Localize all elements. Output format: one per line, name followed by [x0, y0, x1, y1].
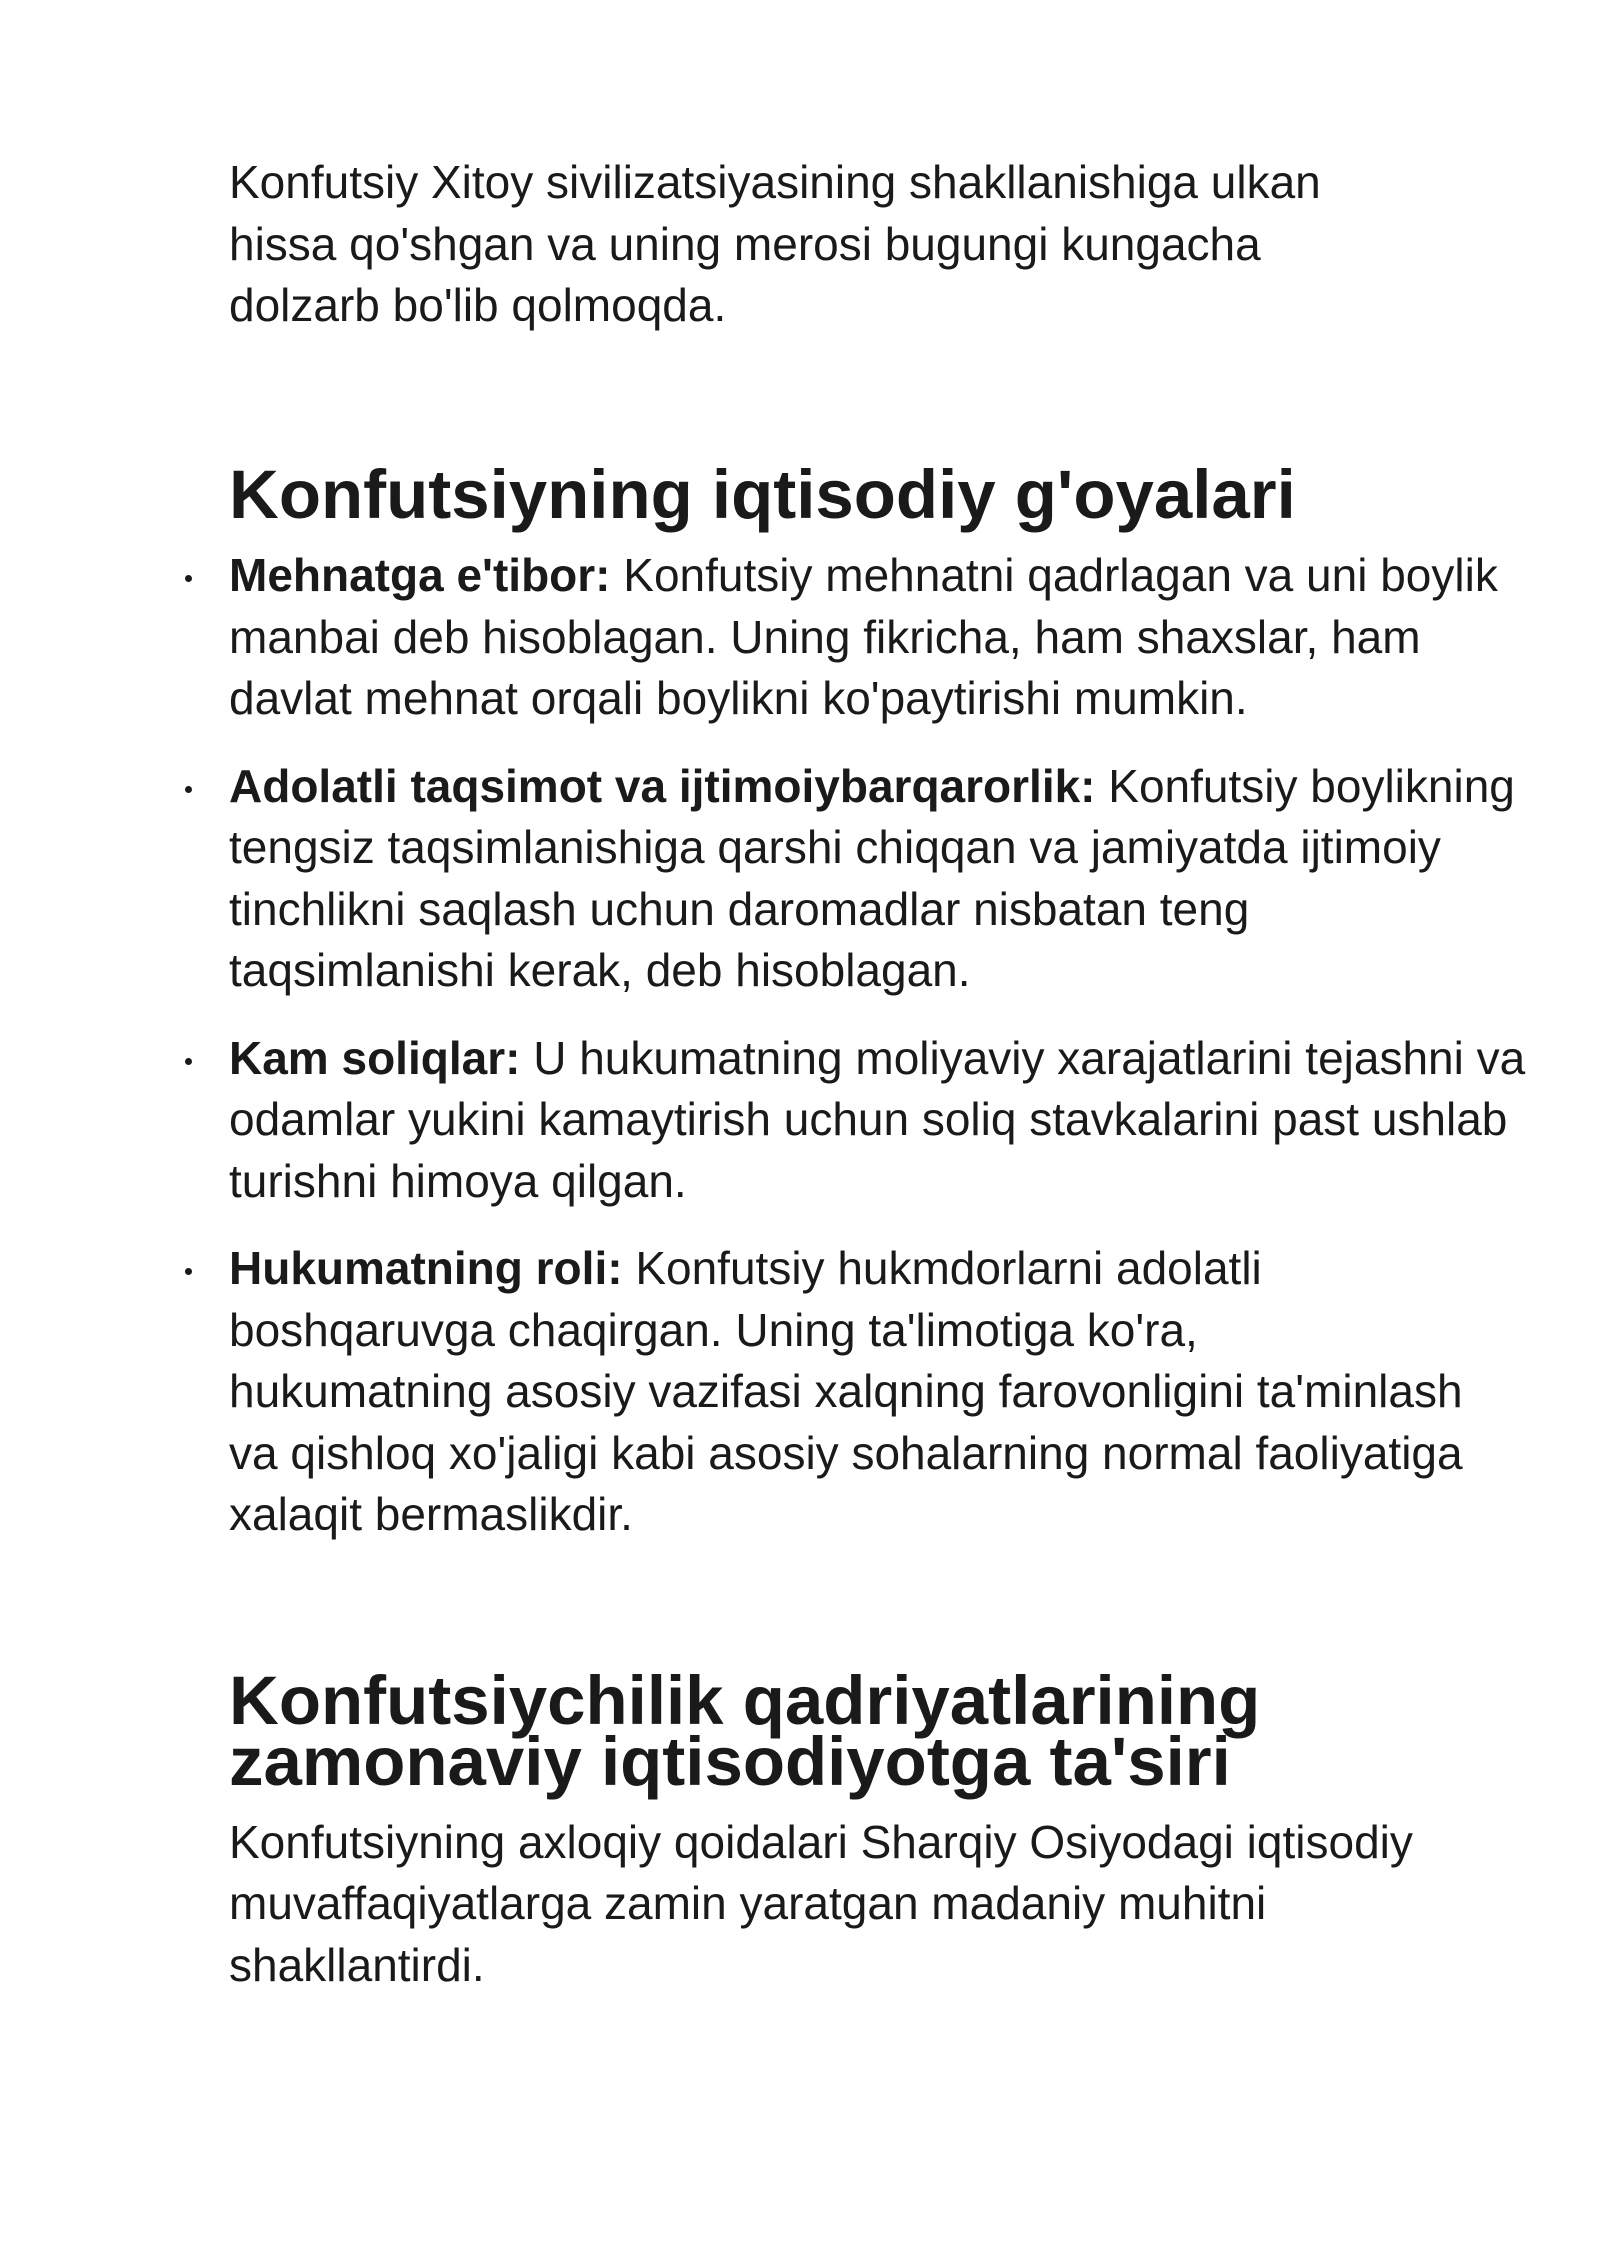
list-item-term: Mehnatga e'tibor: [229, 549, 611, 601]
list-item-text: Konfutsiy hukmdorlarni adolatli boshqaruvga chaqirgan. Uning ta'limotiga ko'ra, hukumatning asosiy vazifasi xalqning farovonligini ta'minlash va qishloq xo'jaligi kabi asosiy sohalarning normal faoliyatiga xalaqit bermaslikdir. [229, 1242, 1463, 1540]
bullet-icon [185, 1058, 192, 1065]
bullet-icon [185, 575, 192, 582]
list-item-fair-distribution [229, 756, 1519, 1002]
closing-paragraph: Konfutsiyning axloqiy qoidalari Sharqiy Osiyodagi iqtisodiy muvaffaqiyatlarga zamin yaratgan madaniy muhitni shakllantirdi. [229, 1815, 1413, 1991]
list-item-term-line1: Adolatli taqsimot va ijtimoiy [229, 759, 840, 812]
list-item-low-taxes [229, 1028, 1529, 1213]
list-item-government-role [229, 1238, 1469, 1546]
intro-paragraph: Konfutsiy Xitoy sivilizatsiyasining shakllanishiga ulkan hissa qo'shgan va uning merosi bugungi kungacha dolzarb bo'lib qolmoqda. [229, 156, 1321, 331]
section-heading-economic-ideas: Konfutsiyning iqtisodiy g'oyalari [229, 455, 1296, 533]
section-heading-modern-impact: Konfutsiychilik qadriyatlarining zamonaviy iqtisodiyotga ta'siri [229, 1661, 1261, 1800]
list-item-labor [229, 545, 1519, 730]
list-item-text: Konfutsiy boylikning tengsiz taqsimlanishiga qarshi chiqqan va jamiyatda ijtimoiy tinchlikni saqlash uchun daromadlar nisbatan teng taqsimlanishi kerak, deb hisoblagan. [229, 759, 1515, 996]
list-item-text: Konfutsiy mehnatni qadrlagan va uni boylik manbai deb hisoblagan. Uning fikricha, ham shaxslar, ham davlat mehnat orqali boylikni ko'paytirishi mumkin. [229, 549, 1498, 724]
economic-ideas-list [229, 545, 1539, 1546]
list-item-term-line2: barqarorlik: [839, 759, 1096, 812]
bullet-icon [185, 786, 192, 793]
list-item-term: Hukumatning roli: [229, 1242, 623, 1294]
document-content [229, 152, 1539, 1996]
bullet-icon [185, 1268, 192, 1275]
list-item-text: U hukumatning moliyaviy xarajatlarini tejashni va odamlar yukini kamaytirish uchun soliq stavkalarini past ushlab turishni himoya qilgan. [229, 1031, 1526, 1207]
list-item-term: Kam soliqlar: [229, 1031, 521, 1084]
